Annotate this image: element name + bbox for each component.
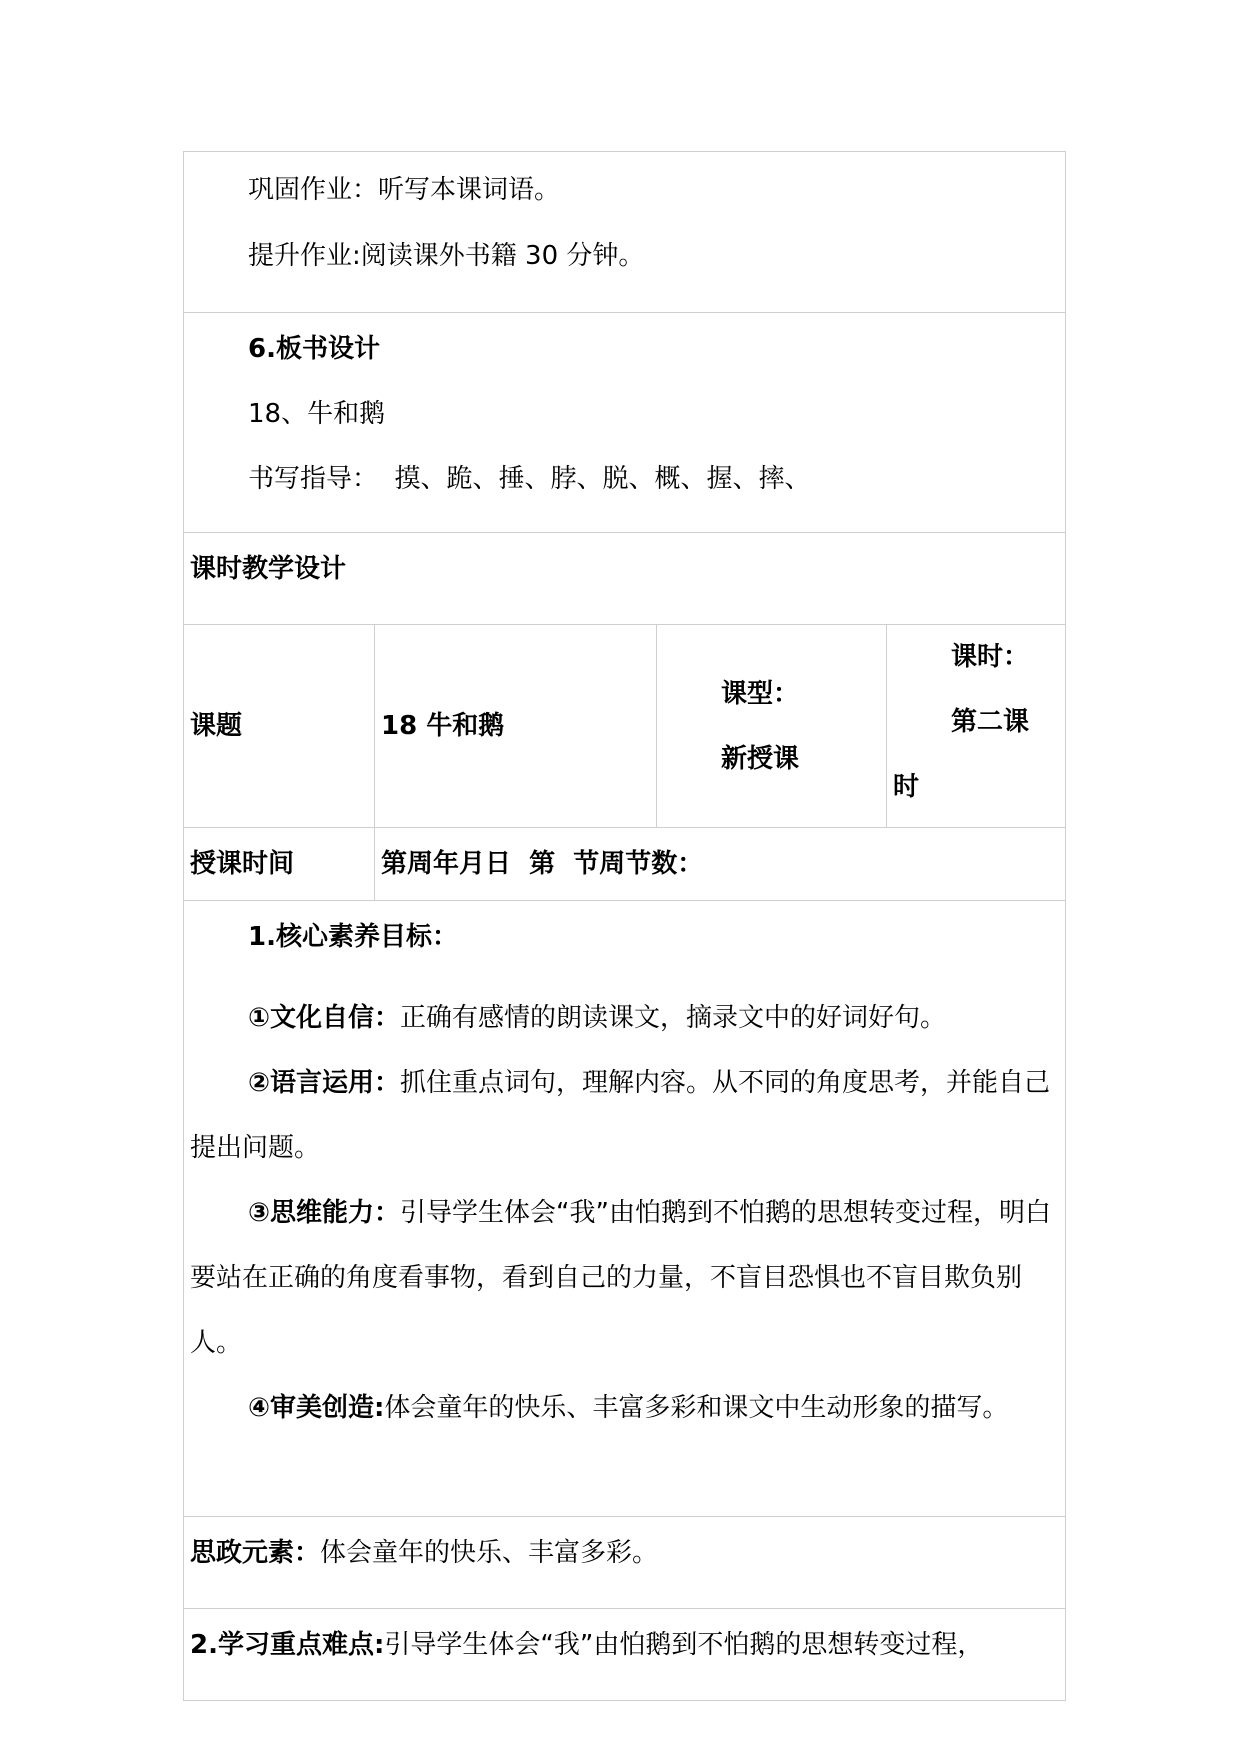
ideology-line <box>190 1537 1059 1569</box>
goal-item-text: 抓住重点词句，理解内容。从不同的角度思考，并能自己提出问题。 <box>190 1068 1051 1163</box>
writing-guide-label: 书写指导： <box>248 464 379 494</box>
type-value: 新授课 <box>721 743 800 774</box>
goal-item-label: ④审美创造: <box>248 1393 385 1423</box>
homework-row <box>184 152 1066 313</box>
goal-item-text: 引导学生体会“我”由怕鹅到不怕鹅的思想转变过程，明白要站在正确的角度看事物，看到自己的力量，不盲目恐惧也不盲目欺负别人。 <box>190 1198 1051 1358</box>
topic-row <box>184 625 1066 828</box>
core-goals-heading: 1.核心素养目标： <box>248 922 458 952</box>
period-value-line1: 第二课 <box>951 707 1030 737</box>
ideology-label: 思政元素： <box>190 1538 321 1568</box>
core-goals-row <box>184 901 1066 1517</box>
board-design-row <box>184 313 1066 533</box>
goal-item-text: 正确有感情的朗读课文，摘录文中的好词好句。 <box>400 1003 947 1033</box>
key-points-line <box>190 1629 1059 1661</box>
lesson-design-heading-row <box>184 533 1066 625</box>
goal-item-label: ③思维能力： <box>248 1198 401 1228</box>
homework-improve: 提升作业:阅读课外书籍 30 分钟。 <box>248 241 645 271</box>
key-points-text: 引导学生体会“我”由怕鹅到不怕鹅的思想转变过程， <box>384 1630 984 1660</box>
key-points-label: 2.学习重点难点: <box>190 1630 385 1660</box>
period-label: 课时： <box>951 642 1030 672</box>
teaching-time-label: 授课时间 <box>190 849 295 879</box>
teaching-time-value: 第周年月日 第 节周节数： <box>381 849 704 879</box>
lesson-design-heading: 课时教学设计 <box>190 554 347 584</box>
board-title: 18、牛和鹅 <box>248 399 386 429</box>
goal-item-label: ②语言运用： <box>248 1068 401 1098</box>
goal-item-1 <box>190 986 1059 1051</box>
topic-label: 课题 <box>190 711 243 741</box>
ideology-text: 体会童年的快乐、丰富多彩。 <box>320 1538 659 1568</box>
type-label: 课型： <box>721 678 800 709</box>
topic-value: 18 牛和鹅 <box>381 711 505 741</box>
goal-item-2 <box>190 1051 1059 1181</box>
goal-item-4 <box>190 1376 1059 1441</box>
goal-item-label: ①文化自信： <box>248 1003 401 1033</box>
board-design-heading: 6.板书设计 <box>248 334 380 364</box>
writing-guide-chars: 摸、跪、捶、脖、脱、概、握、摔、 <box>394 464 811 494</box>
teaching-time-row <box>184 828 1066 901</box>
goal-item-text: 体会童年的快乐、丰富多彩和课文中生动形象的描写。 <box>384 1393 1009 1423</box>
homework-consolidate: 巩固作业：听写本课词语。 <box>248 175 561 205</box>
goal-item-3 <box>190 1181 1059 1376</box>
ideology-row <box>184 1517 1066 1609</box>
writing-guide <box>190 463 1059 495</box>
lesson-plan-table <box>183 151 1066 1701</box>
key-points-row <box>184 1609 1066 1701</box>
period-value-line2: 时 <box>893 772 920 802</box>
